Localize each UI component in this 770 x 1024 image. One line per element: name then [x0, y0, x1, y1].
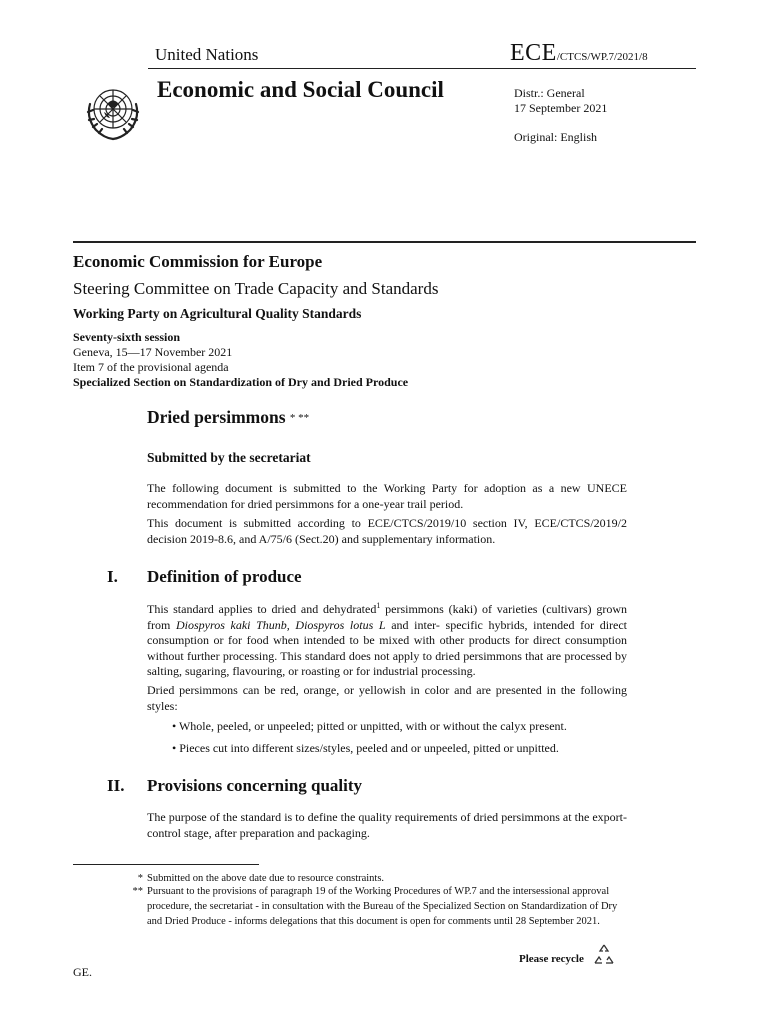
symbol-main: ECE: [510, 40, 557, 66]
section-2-number: II.: [107, 776, 125, 795]
document-symbol: [510, 40, 648, 67]
session-place-date: Geneva, 15—17 November 2021: [73, 345, 233, 359]
bullet-2-text: Pieces cut into different sizes/styles, peeled and or unpeeled, pitted or unpitted.: [179, 741, 559, 755]
p1-text-b: persimmons (kaki) of varieties (cultivars) grown from: [147, 602, 627, 632]
footnote-text: Submitted on the above date due to resource constraints.: [147, 873, 385, 884]
commission-title: Economic Commission for Europe: [73, 252, 323, 271]
session-name: Seventy-sixth session: [73, 330, 181, 344]
section-1-paragraph-2: Dried persimmons can be red, orange, or yellowish in color and are presented in the following styles:: [147, 683, 627, 713]
bullet-1-text: Whole, peeled, or unpeeled; pitted or unpitted, with or without the calyx present.: [178, 719, 567, 733]
footnote-marks: * **: [289, 412, 310, 424]
specialized-section: Specialized Section on Standardization of Dry and Dried Produce: [73, 375, 409, 389]
header-divider: [148, 68, 696, 69]
distribution: Distr.: General: [514, 86, 585, 100]
footnote: [113, 884, 633, 929]
session-info: [73, 330, 408, 390]
document-title: [147, 407, 309, 428]
council-name: Economic and Social Council: [157, 77, 444, 102]
submitted-by: Submitted by the secretariat: [147, 450, 311, 465]
p1-text-c: and inter- specific hybrids, intended for direct consumption or for food when intended to be mixed with other products for direct consumption without further processing. This standard does not apply to dried persimmons that are processed by salting, sugaring, flavouring, or roasting or for industrial processing.: [147, 617, 628, 678]
distribution-info: [514, 86, 607, 116]
footnote-mark: **: [132, 886, 143, 897]
symbol-rest: /CTCS/WP.7/2021/8: [556, 51, 648, 63]
section-1-paragraph-1: [147, 602, 627, 680]
section-1-title: Definition of produce: [147, 567, 302, 586]
steering-committee: Steering Committee on Trade Capacity and Standards: [73, 279, 439, 298]
footnote-mark: *: [137, 873, 143, 884]
recycle-icon: [592, 943, 616, 967]
section-1-number: I.: [107, 567, 118, 586]
footnote-text: Pursuant to the provisions of paragraph 19 of the Working Procedures of WP.7 and the intersessional approval procedure, the secretariat - in consultation with the Bureau of the Specialized Section on Standardization of Dry and Dried Produce - informs delegations that this document is open for comments until 28 September 2021.: [147, 886, 618, 927]
un-emblem-icon: [78, 76, 148, 146]
working-party: Working Party on Agricultural Quality Standards: [73, 306, 362, 321]
recycle-note: Please recycle: [519, 953, 584, 965]
ge-number: GE.: [73, 965, 92, 979]
issue-date: 17 September 2021: [514, 101, 608, 115]
p1-text-a: This standard applies to dried and dehydrated: [147, 602, 377, 616]
masthead-divider: [73, 241, 696, 243]
list-item: • Pieces cut into different sizes/styles, peeled and or unpeeled, pitted or unpitted.: [172, 741, 559, 755]
intro-paragraph-2: This document is submitted according to ECE/CTCS/2019/10 section IV, ECE/CTCS/2019/2 decision 2019-8.6, and A/75/6 (Sect.20) and supplementary information.: [147, 516, 627, 546]
original-language: Original: English: [514, 130, 597, 144]
title-text: Dried persimmons: [147, 407, 286, 427]
section-2-paragraph-1: The purpose of the standard is to define the quality requirements of dried persimmons at the export-control stage, after preparation and packaging.: [147, 810, 627, 840]
agenda-item: Item 7 of the provisional agenda: [73, 360, 229, 374]
list-item: • Whole, peeled, or unpeeled; pitted or unpitted, with or without the calyx present.: [172, 719, 567, 733]
intro-paragraph-1: The following document is submitted to the Working Party for adoption as a new UNECE recommendation for dried persimmons for a one-year trail period.: [147, 481, 627, 511]
footnote-ref-1: 1: [376, 601, 381, 610]
species-names: Diospyros kaki Thunb, Diospyros lotus L: [175, 617, 386, 632]
org-name: United Nations: [155, 45, 259, 64]
footnote-divider: [73, 864, 259, 865]
section-2-title: Provisions concerning quality: [147, 776, 363, 795]
